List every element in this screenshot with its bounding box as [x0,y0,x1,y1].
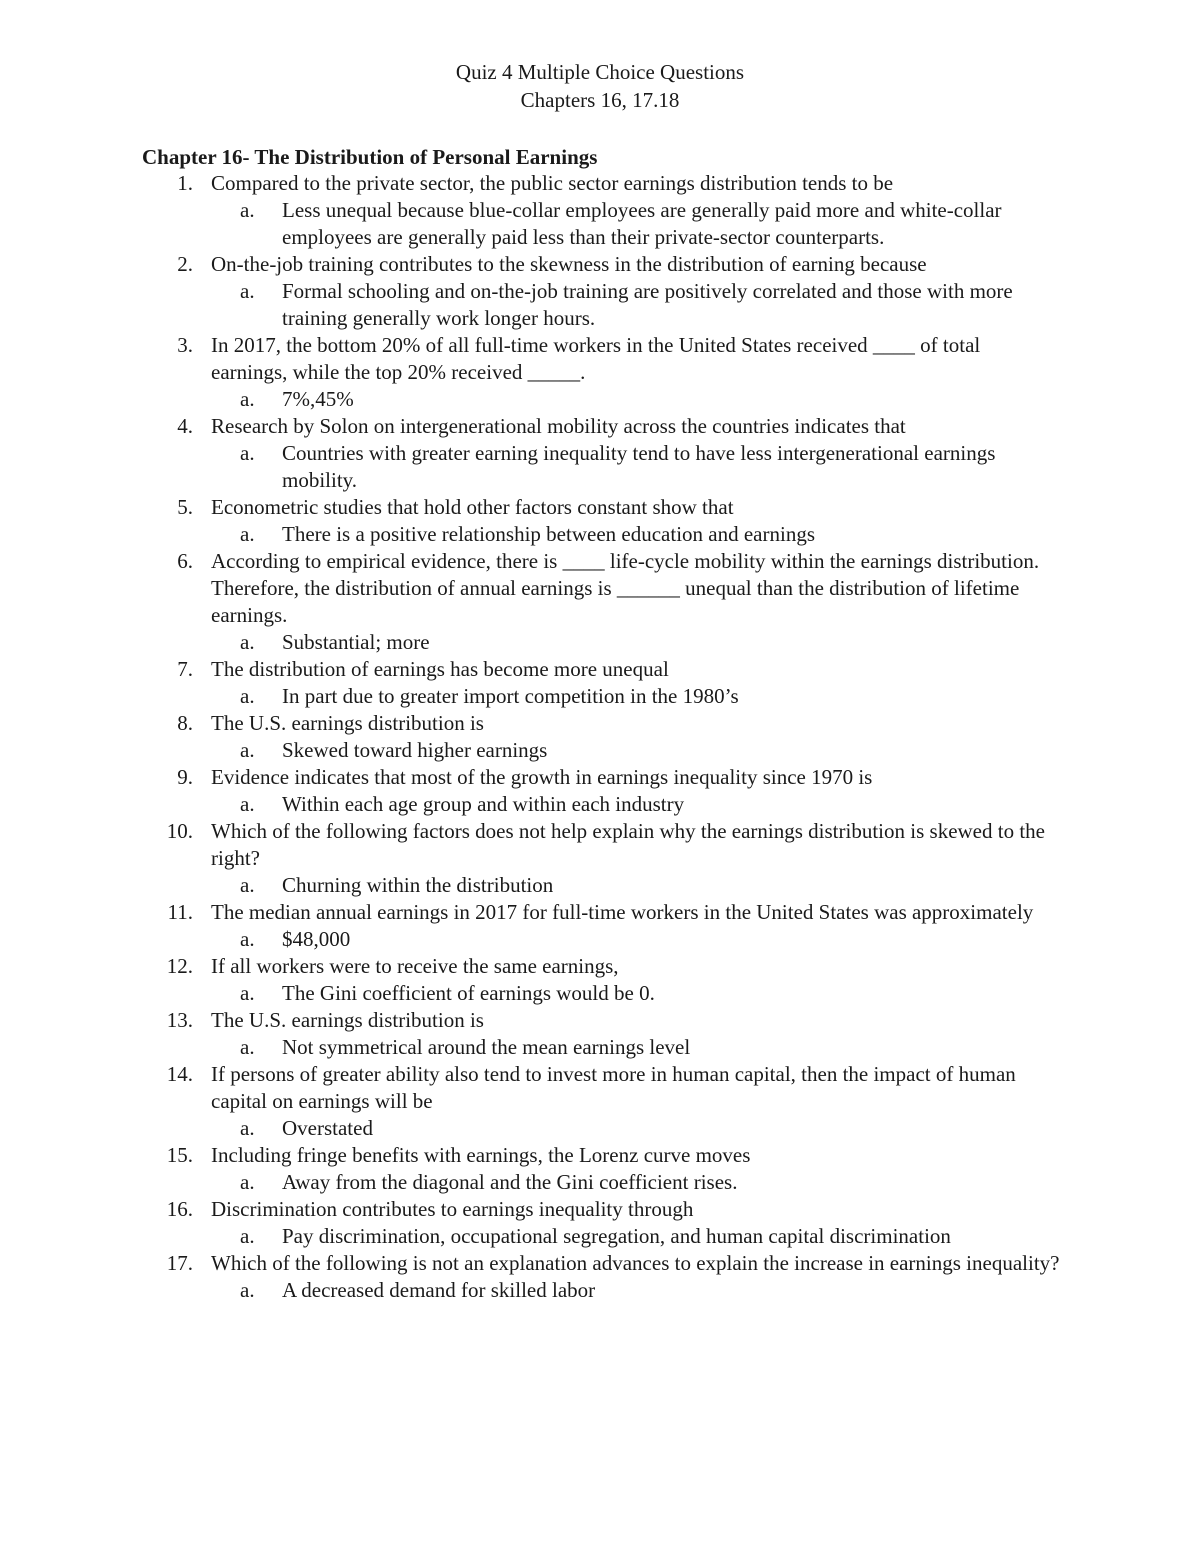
answer-item [0,1223,1052,1250]
question-item [0,1061,1061,1115]
question-item [0,656,1061,683]
question-number: 14. [166,1062,193,1086]
answer-text: Churning within the distribution [282,873,554,897]
question-text: If persons of greater ability also tend to invest more in human capital, then the impact of human capital on earnings will be [211,1062,1016,1113]
answer-text: Pay discrimination, occupational segregation, and human capital discrimination [282,1224,951,1248]
question-text: Evidence indicates that most of the growth in earnings inequality since 1970 is [211,765,873,789]
answer-text: Skewed toward higher earnings [282,738,548,762]
answer-letter: a. [240,792,255,816]
answer-item [0,197,1052,251]
answer-letter: a. [240,441,255,465]
answer-text: In part due to greater import competition in the 1980’s [282,684,739,708]
question-text: The U.S. earnings distribution is [211,1008,484,1032]
answer-text: Within each age group and within each industry [282,792,685,816]
answer-letter: a. [240,630,255,654]
question-text: Including fringe benefits with earnings, the Lorenz curve moves [211,1143,751,1167]
question-item [0,1007,1061,1034]
question-item [0,251,1061,278]
answer-item [0,1169,1052,1196]
answer-item [0,872,1052,899]
question-item [0,1250,1061,1277]
question-item [0,170,1061,197]
question-text: Which of the following factors does not help explain why the earnings distribution is skewed to the right? [211,819,1045,870]
question-number: 3. [177,333,193,357]
answer-letter: a. [240,1116,255,1140]
question-number: 13. [166,1008,193,1032]
question-text: According to empirical evidence, there is ____ life-cycle mobility within the earnings distribution. Therefore, the distribution of annual earnings is ______ unequal than the distribution of lifetime earnings. [211,549,1040,627]
answer-item [0,683,1052,710]
answer-text: Formal schooling and on-the-job training are positively correlated and those with more training generally work longer hours. [282,279,1013,330]
question-number: 8. [177,711,193,735]
answer-text: Away from the diagonal and the Gini coefficient rises. [282,1170,738,1194]
answer-text: $48,000 [282,927,351,951]
answer-letter: a. [240,279,255,303]
answer-letter: a. [240,522,255,546]
question-item [0,899,1061,926]
answer-item [0,1115,1052,1142]
answer-text: Overstated [282,1116,373,1140]
question-text: The distribution of earnings has become more unequal [211,657,669,681]
answer-item [0,1277,1052,1304]
question-item [0,953,1061,980]
answer-letter: a. [240,927,255,951]
question-number: 16. [166,1197,193,1221]
answer-text: Less unequal because blue-collar employees are generally paid more and white-collar employees are generally paid less than their private-sector counterparts. [282,198,1002,249]
answer-item [0,278,1052,332]
answer-item [0,926,1052,953]
answer-text: A decreased demand for skilled labor [282,1278,596,1302]
answer-letter: a. [240,684,255,708]
answer-item [0,1034,1052,1061]
answer-item [0,737,1052,764]
question-text: Research by Solon on intergenerational mobility across the countries indicates that [211,414,906,438]
question-item [0,818,1061,872]
answer-item [0,980,1052,1007]
question-item [0,764,1061,791]
document-header [0,58,1200,114]
question-item [0,710,1061,737]
answer-text: There is a positive relationship between education and earnings [282,522,815,546]
question-text: In 2017, the bottom 20% of all full-time workers in the United States received ____ of total earnings, while the top 20% received _____. [211,333,981,384]
question-number: 1. [177,171,193,195]
question-text: Econometric studies that hold other factors constant show that [211,495,734,519]
question-item [0,494,1061,521]
answer-letter: a. [240,738,255,762]
answer-letter: a. [240,198,255,222]
answer-letter: a. [240,387,255,411]
question-text: The U.S. earnings distribution is [211,711,484,735]
question-text: Discrimination contributes to earnings inequality through [211,1197,694,1221]
question-number: 12. [166,954,193,978]
question-item [0,1196,1061,1223]
question-text: If all workers were to receive the same earnings, [211,954,619,978]
question-number: 4. [177,414,193,438]
answer-text: Countries with greater earning inequality tend to have less intergenerational earnings mobility. [282,441,996,492]
answer-item [0,386,1052,413]
answer-item [0,440,1052,494]
question-number: 10. [166,819,193,843]
question-number: 2. [177,252,193,276]
answer-letter: a. [240,1278,255,1302]
question-text: Which of the following is not an explanation advances to explain the increase in earnings inequality? [211,1251,1060,1275]
question-item [0,332,1061,386]
question-number: 6. [177,549,193,573]
question-item [0,548,1061,629]
question-list [0,170,1200,1304]
answer-letter: a. [240,1170,255,1194]
question-number: 11. [167,900,193,924]
question-number: 7. [177,657,193,681]
answer-item [0,521,1052,548]
answer-text: Not symmetrical around the mean earnings level [282,1035,691,1059]
answer-text: The Gini coefficient of earnings would be 0. [282,981,655,1005]
question-number: 15. [166,1143,193,1167]
question-text: Compared to the private sector, the public sector earnings distribution tends to be [211,171,894,195]
answer-text: Substantial; more [282,630,430,654]
question-number: 17. [166,1251,193,1275]
answer-letter: a. [240,873,255,897]
chapters-subtitle: Chapters 16, 17.18 [520,88,680,112]
question-number: 9. [177,765,193,789]
answer-item [0,629,1052,656]
answer-text: 7%,45% [282,387,354,411]
question-item [0,1142,1061,1169]
answer-letter: a. [240,981,255,1005]
quiz-title: Quiz 4 Multiple Choice Questions [455,60,745,84]
question-item [0,413,1061,440]
question-number: 5. [177,495,193,519]
answer-item [0,791,1052,818]
answer-letter: a. [240,1224,255,1248]
answer-letter: a. [240,1035,255,1059]
question-text: The median annual earnings in 2017 for full-time workers in the United States was approximately [211,900,1034,924]
question-text: On-the-job training contributes to the skewness in the distribution of earning because [211,252,927,276]
chapter-heading: Chapter 16- The Distribution of Personal Earnings [142,145,598,169]
